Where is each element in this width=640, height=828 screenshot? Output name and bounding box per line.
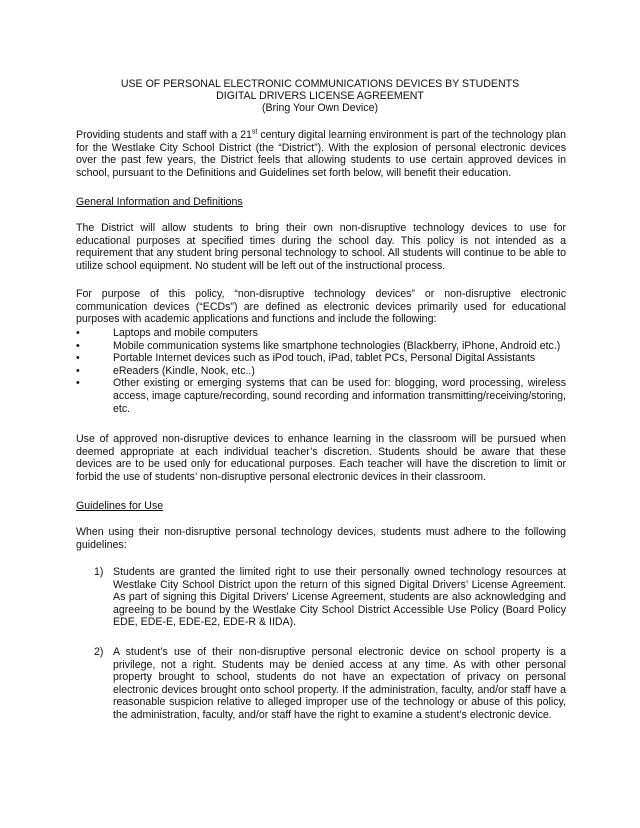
bullet-marker: •: [76, 327, 80, 339]
intro-paragraph: Providing students and staff with a 21st century digital learning environment is part of the technology plan for the Westlake City School District (the “District”). With the explosion of personal electronic devices over the past few years, the District feels that allowing students to use certain approved devices in school, pursuant to the Definitions and Guidelines set forth below, will benefit their education.: [76, 128, 566, 179]
bullet-marker: •: [76, 364, 80, 377]
list-item: • Portable Internet devices such as iPod touch, iPad, tablet PCs, Personal Digital Assistants: [76, 352, 536, 365]
bullet-marker: •: [76, 339, 80, 352]
document-title-line-1: USE OF PERSONAL ELECTRONIC COMMUNICATIONS DEVICES BY STUDENTS: [120, 78, 520, 90]
general-paragraph-2: For purpose of this policy, “non-disruptive technology devices” or non-disruptive electronic communication devices (“ECDs”) are defined as electronic devices primarily used for educational purposes with academic applications and functions and include the following:: [76, 288, 566, 326]
document-subtitle: (Bring Your Own Device): [262, 102, 378, 114]
list-item: • Mobile communication systems like smartphone technologies (Blackberry, iPhone, Android etc.): [76, 339, 561, 352]
item-text: Students are granted the limited right to use their personally owned technology resources at Westlake City School District upon the return of this signed Digital Drivers’ License Agreement. As part of signing this Digital Drivers’ License Agreement, students are also acknowledging and agreeing to be bound by the Westlake City School District Accessible Use Policy (Board Policy EDE, EDE-E, EDE-E2, EDE-R & IIDA).: [113, 566, 566, 629]
list-item: • eReaders (Kindle, Nook, etc..): [76, 364, 255, 377]
guideline-item-1: [94, 566, 566, 629]
item-text: A student’s use of their non-disruptive personal electronic device on school property is a privilege, not a right. Students may be denied access at any time. As with other personal property brought to school, students do not have an expectation of privacy on personal electronic devices brought onto school property. If the administration, faculty, and/or staff have a reasonable suspicion relative to alleged improper use of the technology or abuse of this policy, the administration, faculty, and/or staff have the right to examine a student’s electronic device.: [113, 646, 566, 721]
general-paragraph-1: The District will allow students to bring their own non-disruptive technology devices to use for educational purposes at specified times during the school day. This policy is not intended as a requirement that any student bring personal technology to school. All students will continue to be able to utilize school equipment. No student will be left out of the instructional process.: [76, 222, 566, 272]
section-heading-general: General Information and Definitions: [76, 196, 243, 208]
list-item: • Other existing or emerging systems that can be used for: blogging, word processing, wireless access, image capture/recording, sound recording and information transmitting/receiving/storing, etc.: [76, 377, 566, 415]
guideline-item-2: [94, 646, 566, 722]
guidelines-intro: When using their non-disruptive personal technology devices, students must adhere to the following guidelines:: [76, 526, 566, 551]
item-number: 1): [94, 566, 104, 578]
bullet-marker: •: [76, 377, 80, 390]
section-heading-guidelines: Guidelines for Use: [76, 500, 164, 512]
list-item: • Laptops and mobile computers: [76, 327, 258, 339]
document-title-line-2: DIGITAL DRIVERS LICENSE AGREEMENT: [216, 90, 424, 102]
bullet-marker: •: [76, 352, 80, 365]
item-number: 2): [94, 646, 104, 658]
device-list: [76, 327, 566, 415]
general-paragraph-3: Use of approved non-disruptive devices to enhance learning in the classroom will be pursued when deemed appropriate at each individual teacher’s discretion. Students should be aware that these devices are to be used only for educational purposes. Each teacher will have the discretion to limit or forbid the use of students’ non-disruptive personal electronic devices in their classroom.: [76, 433, 566, 483]
